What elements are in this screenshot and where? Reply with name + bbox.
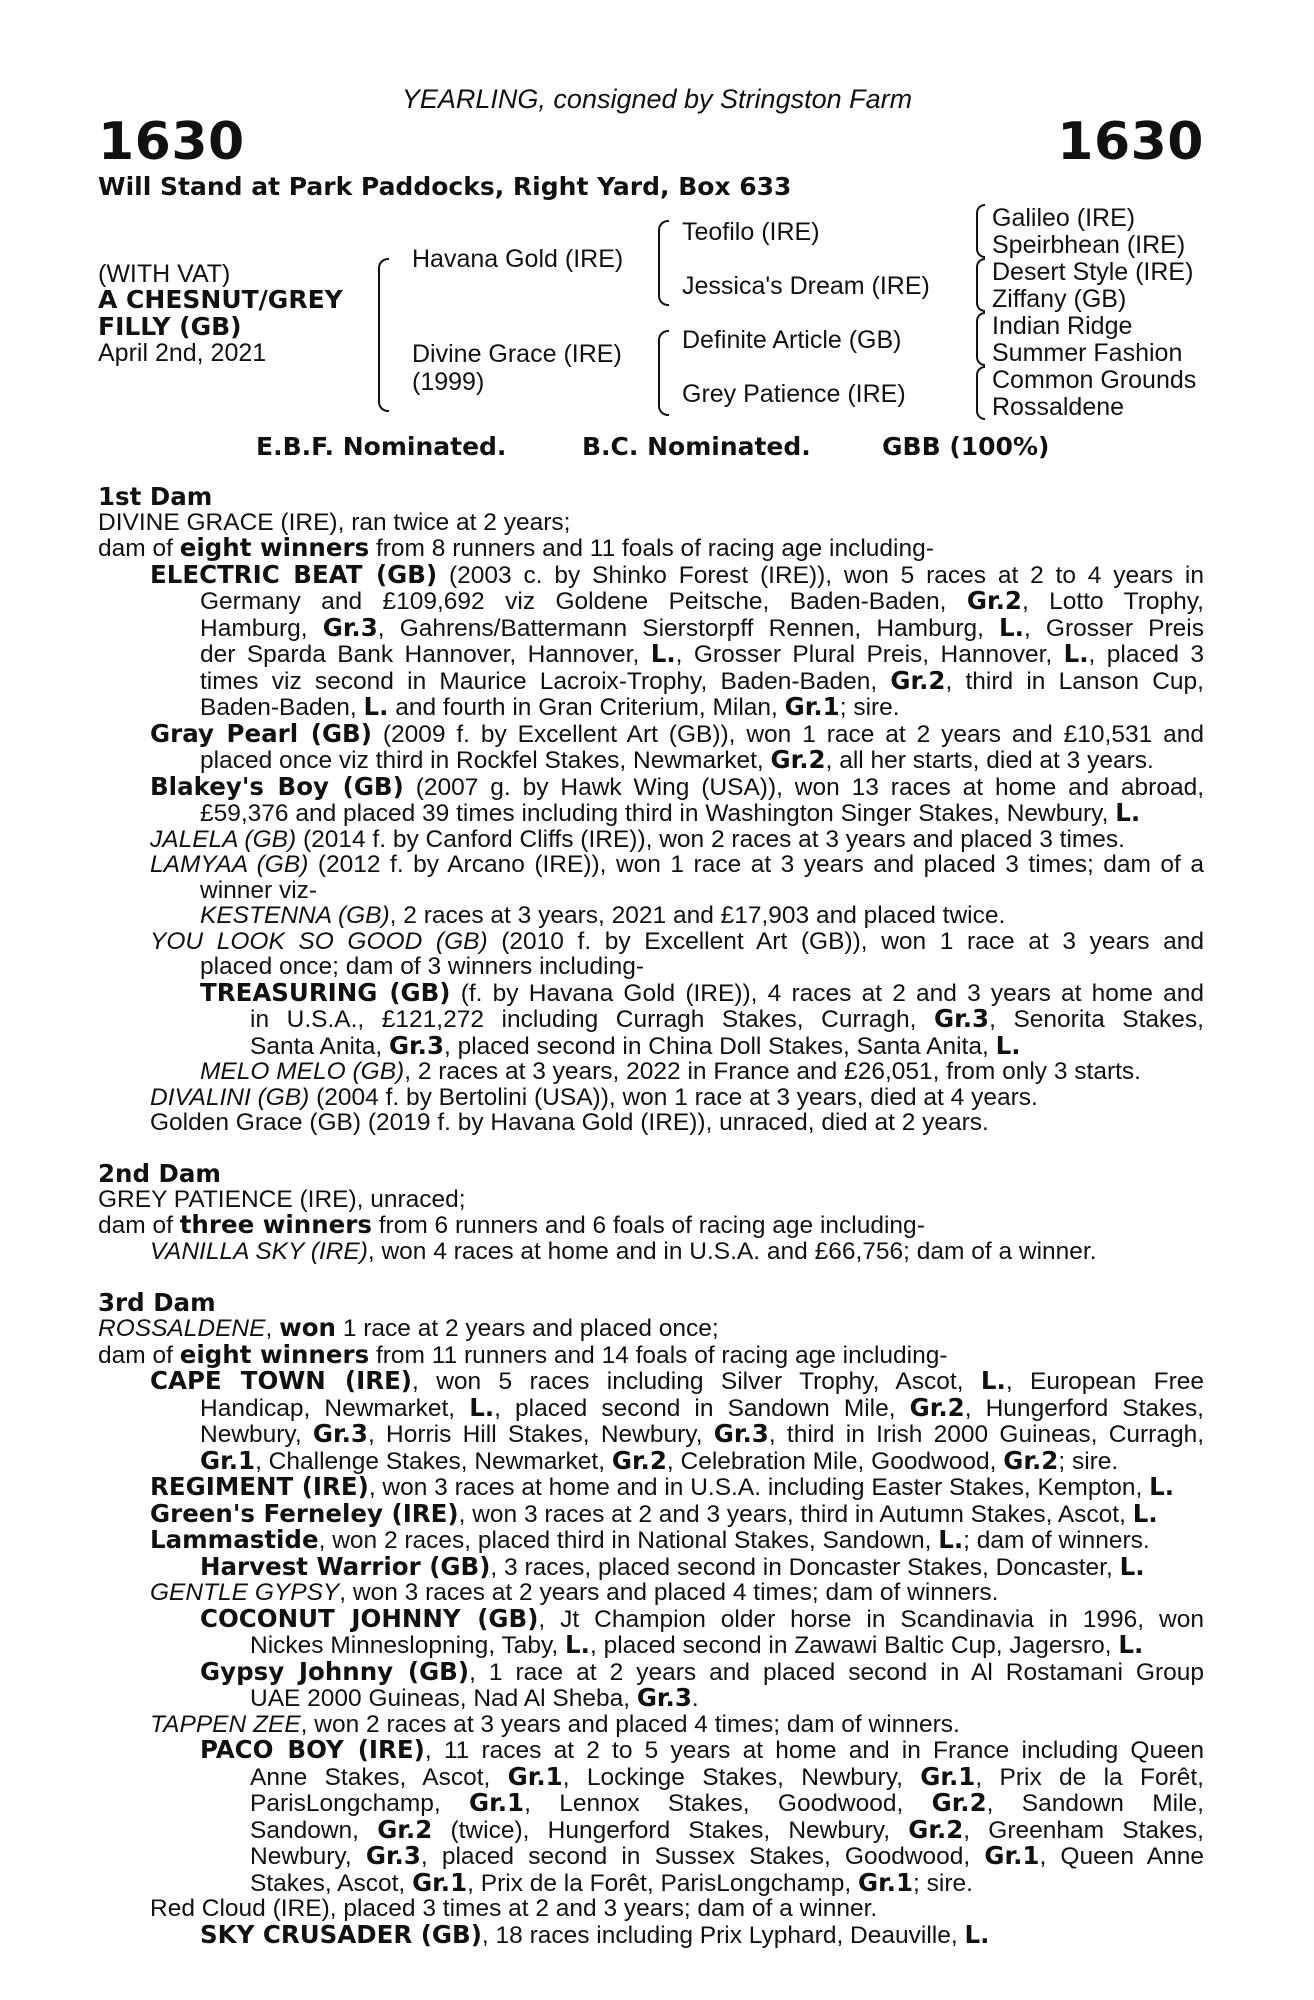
text-run: , Lotto Trophy, xyxy=(1021,588,1204,615)
text-line xyxy=(98,954,1204,980)
text-run: , Sandown Mile, xyxy=(986,1790,1204,1817)
text-line xyxy=(98,1580,1204,1606)
text-run: , won 3 races at home and in U.S.A. including Easter Stakes, Kempton, xyxy=(368,1474,1150,1501)
text-line xyxy=(98,1603,1204,1633)
pedigree-brace-g3-3 xyxy=(976,312,985,366)
section-gap xyxy=(98,1264,1204,1290)
text-run: , Jt Champion older horse in Scandinavia in 1996, won xyxy=(538,1605,1204,1633)
bold-text: L. xyxy=(1149,1472,1175,1501)
italic-text: GENTLE GYPSY xyxy=(150,1579,340,1606)
text-run: (twice), Hungerford Stakes, Newbury, xyxy=(432,1816,909,1844)
text-run: times viz second in Maurice Lacroix-Trophy, Baden-Baden, xyxy=(200,667,891,695)
bold-text: Green's Ferneley (IRE) xyxy=(150,1498,459,1528)
bold-text: L. xyxy=(1119,1551,1145,1581)
bold-text: Gr.2 xyxy=(890,665,946,695)
pedigree-dam-year: (1999) xyxy=(412,368,485,396)
text-run: , 18 races including Prix Lyphard, Deauville, xyxy=(481,1921,965,1949)
ebf-nomination: E.B.F. Nominated. xyxy=(256,432,507,461)
text-run: and fourth in Gran Criterium, Milan, xyxy=(388,694,785,721)
italic-text: VANILLA SKY (IRE) xyxy=(150,1237,368,1265)
text-run: dam of xyxy=(98,1341,180,1369)
text-line xyxy=(98,1392,1204,1422)
text-run: , placed second in China Doll Stakes, Santa Anita, xyxy=(444,1032,996,1060)
text-run: from 6 runners and 6 foals of racing age including- xyxy=(371,1212,925,1239)
text-run: Anne Stakes, Ascot, xyxy=(250,1763,508,1791)
section-gap xyxy=(98,1136,1204,1162)
pedigree-brace-sire xyxy=(658,220,669,306)
text-line xyxy=(98,1339,1204,1369)
gbb-percentage: GBB (100%) xyxy=(882,432,1050,461)
bold-text: Gr.3 xyxy=(934,1004,990,1033)
bold-text: Gr.3 xyxy=(322,612,378,642)
text-run: . xyxy=(691,1685,699,1712)
text-run: , placed 3 xyxy=(1088,641,1204,668)
text-run: (2010 f. by Excellent Art (GB)), won 1 race at 3 years and xyxy=(487,927,1204,955)
bold-text: Gr.1 xyxy=(469,1788,525,1817)
text-line xyxy=(98,1896,1204,1922)
bold-text: Gr.1 xyxy=(507,1761,563,1791)
text-line xyxy=(98,718,1204,748)
text-run: Handicap, Newmarket, xyxy=(200,1394,470,1422)
text-run: , placed second in Sandown Mile, xyxy=(494,1394,910,1422)
pedigree-g3-8: Rossaldene xyxy=(992,393,1125,421)
pedigree-brace-g3-1 xyxy=(976,204,985,258)
bold-text: Gr.2 xyxy=(377,1814,433,1844)
consignment-line: YEARLING, consigned by Stringston Farm xyxy=(401,84,913,114)
text-run: Nickes Minneslopning, Taby, xyxy=(250,1632,566,1659)
text-line xyxy=(98,903,1204,929)
text-run: , won 4 races at home and in U.S.A. and £66,756; dam of a winner. xyxy=(367,1237,1097,1265)
text-run: (2009 f. by Excellent Art (GB)), won 1 race at 2 years and £10,531 and xyxy=(371,720,1204,748)
bold-text: Gray Pearl (GB) xyxy=(150,718,372,748)
pedigree-g3-5: Indian Ridge xyxy=(992,312,1133,340)
italic-text: ROSSALDENE xyxy=(98,1315,266,1342)
text-line xyxy=(98,747,1204,774)
text-line xyxy=(98,1919,1204,1949)
text-run: ; sire. xyxy=(1058,1447,1119,1475)
text-line xyxy=(98,588,1204,615)
text-line xyxy=(98,1527,1204,1554)
section-heading: 1st Dam xyxy=(98,482,213,511)
text-run: , placed second in Zawawi Baltic Cup, Jagersro, xyxy=(589,1632,1119,1659)
bold-text: L. xyxy=(999,612,1024,642)
text-line xyxy=(98,510,1204,536)
pedigree-brace-dam xyxy=(658,330,669,416)
bold-text: Gr.1 xyxy=(412,1867,468,1897)
italic-text: TAPPEN ZEE xyxy=(150,1710,301,1738)
pedigree-brace-g3-2 xyxy=(976,258,985,312)
text-run: , Grosser Plural Preis, Hannover, xyxy=(675,641,1064,668)
text-line xyxy=(98,1421,1204,1448)
text-run: Santa Anita, xyxy=(250,1032,389,1060)
text-run: , Grosser Preis xyxy=(1023,614,1204,642)
bold-text: PACO BOY (IRE) xyxy=(200,1735,425,1764)
text-run: Baden-Baden, xyxy=(200,694,364,721)
italic-text: KESTENNA (GB) xyxy=(200,902,390,929)
text-run: Golden Grace (GB) (2019 f. by Havana Gold (IRE)), unraced, died at 2 years. xyxy=(150,1109,989,1136)
text-line xyxy=(98,1712,1204,1738)
text-run: , Prix de la Forêt, ParisLongchamp, xyxy=(467,1869,858,1897)
section-heading: 2nd Dam xyxy=(98,1159,221,1188)
text-run: der Sparda Bank Hannover, Hannover, xyxy=(200,641,651,668)
bold-text: Gr.2 xyxy=(908,1814,964,1844)
text-line xyxy=(98,694,1204,721)
pedigree-dam-dam: Grey Patience (IRE) xyxy=(682,380,906,408)
bold-text: REGIMENT (IRE) xyxy=(150,1472,369,1501)
text-line xyxy=(98,1551,1204,1581)
stand-location: Will Stand at Park Paddocks, Right Yard, Box 633 xyxy=(98,172,792,201)
lot-number-left: 1630 xyxy=(98,112,245,172)
text-run: UAE 2000 Guineas, Nad Al Sheba, xyxy=(250,1685,637,1712)
bold-text: Harvest Warrior (GB) xyxy=(200,1551,491,1581)
bold-text: Gr.1 xyxy=(200,1445,256,1475)
bold-text: L. xyxy=(980,1366,1006,1395)
text-line xyxy=(98,535,1204,562)
text-line xyxy=(98,800,1204,827)
text-run: , Prix de la Forêt, xyxy=(975,1763,1204,1791)
text-run: (2004 f. by Bertolini (USA)), won 1 race at 3 years, died at 4 years. xyxy=(309,1083,1038,1111)
text-run: , Challenge Stakes, Newmarket, xyxy=(255,1447,612,1475)
pedigree-g3-3: Desert Style (IRE) xyxy=(992,258,1194,286)
text-line xyxy=(98,929,1204,955)
text-line xyxy=(98,1006,1204,1033)
text-line xyxy=(98,1187,1204,1213)
pedigree-dam-sire: Definite Article (GB) xyxy=(682,326,902,354)
horse-description-2: FILLY (GB) xyxy=(98,312,242,341)
bold-text: eight winners xyxy=(179,533,370,562)
text-line xyxy=(98,1843,1204,1870)
text-line xyxy=(98,1368,1204,1395)
bold-text: Gr.3 xyxy=(365,1841,421,1870)
text-line xyxy=(98,1656,1204,1686)
bold-text: Gr.3 xyxy=(713,1419,769,1448)
bold-text: L. xyxy=(650,639,676,668)
bold-text: L. xyxy=(565,1630,590,1659)
bold-text: SKY CRUSADER (GB) xyxy=(200,1919,482,1949)
pedigree-sire: Havana Gold (IRE) xyxy=(412,245,624,273)
text-run: winner viz- xyxy=(200,876,318,904)
bold-text: L. xyxy=(1118,1630,1144,1659)
text-run: from 8 runners and 11 foals of racing age including- xyxy=(369,535,934,562)
text-run: DIVINE GRACE (IRE), ran twice at 2 years; xyxy=(98,508,571,536)
bold-text: Gr.2 xyxy=(770,745,826,774)
text-run: , won 5 races including Silver Trophy, Ascot, xyxy=(412,1368,981,1395)
bold-text: Gr.2 xyxy=(909,1392,965,1422)
pedigree-sire-dam: Jessica's Dream (IRE) xyxy=(682,272,930,300)
text-run: ; dam of winners. xyxy=(963,1527,1150,1554)
bold-text: L. xyxy=(469,1392,495,1422)
bold-text: Gr.1 xyxy=(784,692,840,721)
text-line xyxy=(98,1059,1204,1085)
horse-description-1: A CHESNUT/GREY xyxy=(98,285,343,314)
bold-text: Blakey's Boy (GB) xyxy=(150,771,404,801)
text-run: Stakes, Ascot, xyxy=(250,1869,413,1897)
text-run: Red Cloud (IRE), placed 3 times at 2 and 3 years; dam of a winner. xyxy=(150,1895,878,1922)
text-line xyxy=(98,665,1204,695)
text-run: , placed second in Sussex Stakes, Goodwood, xyxy=(420,1843,985,1870)
bold-text: eight winners xyxy=(179,1339,370,1369)
text-line xyxy=(98,1632,1204,1659)
text-run: , European Free xyxy=(1005,1368,1204,1395)
text-line xyxy=(98,1030,1204,1060)
bold-text: L. xyxy=(1063,639,1089,668)
bold-text: L. xyxy=(1115,798,1141,827)
text-run: in U.S.A., £121,272 including Curragh Stakes, Curragh, xyxy=(250,1006,935,1033)
text-run: placed once; dam of 3 winners including- xyxy=(200,953,644,980)
vat-note: (WITH VAT) xyxy=(98,260,231,288)
text-run: , won 3 races at 2 and 3 years, third in Autumn Stakes, Ascot, xyxy=(458,1500,1133,1528)
bold-text: COCONUT JOHNNY (GB) xyxy=(200,1603,539,1633)
bold-text: L. xyxy=(938,1525,964,1554)
text-run: dam of xyxy=(98,1212,180,1239)
text-run: , Greenham Stakes, xyxy=(963,1816,1204,1844)
text-run: , Lockinge Stakes, Newbury, xyxy=(562,1763,921,1791)
text-line xyxy=(98,1790,1204,1817)
text-line xyxy=(98,1867,1204,1897)
text-line xyxy=(98,1212,1204,1239)
bold-text: L. xyxy=(1132,1498,1158,1528)
text-line xyxy=(98,1315,1204,1342)
text-line xyxy=(98,771,1204,801)
bold-text: Gr.1 xyxy=(920,1761,976,1791)
bold-text: Gr.2 xyxy=(931,1788,987,1817)
text-line xyxy=(98,1445,1204,1475)
text-line xyxy=(98,1110,1204,1136)
bold-text: Gr.3 xyxy=(312,1419,368,1448)
text-run: Hamburg, xyxy=(200,614,323,642)
text-line xyxy=(98,977,1204,1007)
italic-text: DIVALINI (GB) xyxy=(150,1083,310,1111)
text-run: , 11 races at 2 to 5 years at home and in France including Queen xyxy=(424,1737,1204,1764)
text-line xyxy=(98,1498,1204,1528)
pedigree-g3-1: Galileo (IRE) xyxy=(992,204,1136,232)
text-run: £59,376 and placed 39 times including third in Washington Singer Stakes, Newbury, xyxy=(200,800,1116,827)
text-line xyxy=(98,559,1204,589)
italic-text: YOU LOOK SO GOOD (GB) xyxy=(150,927,488,955)
text-run: GREY PATIENCE (IRE), unraced; xyxy=(98,1185,466,1213)
text-run: (2003 c. by Shinko Forest (IRE)), won 5 races at 2 to 4 years in xyxy=(437,561,1204,589)
text-run: , won 3 races at 2 years and placed 4 times; dam of winners. xyxy=(339,1579,999,1606)
text-run: ; sire. xyxy=(913,1869,973,1897)
bold-text: three winners xyxy=(179,1210,372,1239)
bold-text: Lammastide xyxy=(150,1525,319,1554)
text-run: Newbury, xyxy=(250,1843,366,1870)
text-line xyxy=(98,1085,1204,1111)
pedigree-g3-6: Summer Fashion xyxy=(992,339,1183,367)
text-run: , 2 races at 3 years, 2021 and £17,903 and placed twice. xyxy=(389,902,1006,929)
text-run: , third in Lanson Cup, xyxy=(945,667,1204,695)
italic-text: JALELA (GB) xyxy=(150,825,297,853)
text-run: , Gahrens/Battermann Sierstorpff Rennen, Hamburg, xyxy=(377,614,1000,642)
text-run: placed once viz third in Rockfel Stakes, Newmarket, xyxy=(200,747,771,774)
pedigree-g3-2: Speirbhean (IRE) xyxy=(992,231,1186,259)
text-run: , all her starts, died at 3 years. xyxy=(825,747,1154,774)
text-run: (2014 f. by Canford Cliffs (IRE)), won 2 races at 3 years and placed 3 times. xyxy=(296,825,1125,853)
bold-text: Gr.2 xyxy=(966,586,1022,615)
bc-nomination: B.C. Nominated. xyxy=(582,432,811,461)
text-run: ; sire. xyxy=(839,694,900,721)
bold-text: TREASURING (GB) xyxy=(200,977,451,1007)
text-run: (2007 g. by Hawk Wing (USA)), won 13 races at home and abroad, xyxy=(403,773,1204,801)
section-heading: 3rd Dam xyxy=(98,1287,216,1317)
bold-text: L. xyxy=(363,692,389,721)
text-run: Newbury, xyxy=(200,1421,313,1448)
bold-text: Gr.1 xyxy=(857,1867,914,1897)
text-run: Sandown, xyxy=(250,1816,378,1844)
date-of-birth: April 2nd, 2021 xyxy=(98,339,267,367)
bold-text: Gr.2 xyxy=(1003,1445,1059,1475)
bold-text: L. xyxy=(964,1919,990,1949)
text-run: , 2 races at 3 years, 2022 in France and £26,051, from only 3 starts. xyxy=(404,1058,1141,1085)
text-run: , won 2 races, placed third in National Stakes, Sandown, xyxy=(318,1527,939,1554)
italic-text: MELO MELO (GB) xyxy=(200,1058,405,1085)
text-line xyxy=(98,852,1204,878)
bold-text: Gypsy Johnny (GB) xyxy=(200,1656,470,1686)
text-line xyxy=(98,612,1204,642)
text-run: , Lennox Stakes, Goodwood, xyxy=(524,1790,932,1817)
pedigree-brace-main xyxy=(378,258,389,412)
text-run: dam of xyxy=(98,535,180,562)
bold-text: L. xyxy=(995,1030,1021,1060)
text-run: , 3 races, placed second in Doncaster Stakes, Doncaster, xyxy=(490,1553,1120,1581)
text-run: , xyxy=(265,1315,280,1342)
text-run: , Horris Hill Stakes, Newbury, xyxy=(367,1421,714,1448)
text-run: (f. by Havana Gold (IRE)), 4 races at 2 and 3 years at home and xyxy=(450,979,1204,1007)
pedigree-g3-4: Ziffany (GB) xyxy=(992,285,1127,313)
bold-text: Gr.3 xyxy=(636,1683,692,1712)
bold-text: CAPE TOWN (IRE) xyxy=(150,1366,413,1395)
text-line xyxy=(98,827,1204,853)
text-line xyxy=(98,1761,1204,1791)
text-run: , won 2 races at 3 years and placed 4 times; dam of winners. xyxy=(300,1710,960,1738)
text-line xyxy=(98,1814,1204,1844)
text-run: , Celebration Mile, Goodwood, xyxy=(666,1447,1004,1475)
pedigree-brace-g3-4 xyxy=(976,366,985,420)
text-run: , third in Irish 2000 Guineas, Curragh, xyxy=(768,1421,1205,1448)
text-run: from 11 runners and 14 foals of racing age including- xyxy=(369,1341,948,1369)
bold-text: Gr.1 xyxy=(984,1841,1040,1870)
text-run: ParisLongchamp, xyxy=(250,1790,469,1817)
bold-text: ELECTRIC BEAT (GB) xyxy=(150,559,438,589)
text-line xyxy=(98,1239,1204,1265)
pedigree-sire-sire: Teofilo (IRE) xyxy=(682,218,820,246)
catalogue-pages-text xyxy=(98,484,1204,1948)
text-line xyxy=(98,641,1204,668)
bold-text: Gr.3 xyxy=(388,1030,444,1060)
bold-text: Gr.2 xyxy=(611,1445,667,1475)
text-run: , 1 race at 2 years and placed second in Al Rostamani Group xyxy=(469,1658,1204,1686)
text-run: , Hungerford Stakes, xyxy=(964,1394,1204,1422)
text-line xyxy=(98,878,1204,904)
text-run: (2012 f. by Arcano (IRE)), won 1 race at 3 years and placed 3 times; dam of a xyxy=(308,851,1204,878)
text-run: , Queen Anne xyxy=(1039,1843,1205,1870)
pedigree-dam: Divine Grace (IRE) xyxy=(412,340,622,368)
text-run: Germany and £109,692 viz Goldene Peitsche, Baden-Baden, xyxy=(200,588,967,615)
text-run: , Senorita Stakes, xyxy=(989,1006,1204,1033)
text-line xyxy=(98,1737,1204,1764)
lot-number-right: 1630 xyxy=(1057,112,1204,172)
text-line xyxy=(98,1685,1204,1712)
italic-text: LAMYAA (GB) xyxy=(150,851,309,878)
text-run: 1 race at 2 years and placed once; xyxy=(336,1315,719,1342)
pedigree-g3-7: Common Grounds xyxy=(992,366,1197,394)
text-line xyxy=(98,1474,1204,1501)
bold-text: won xyxy=(279,1313,337,1342)
